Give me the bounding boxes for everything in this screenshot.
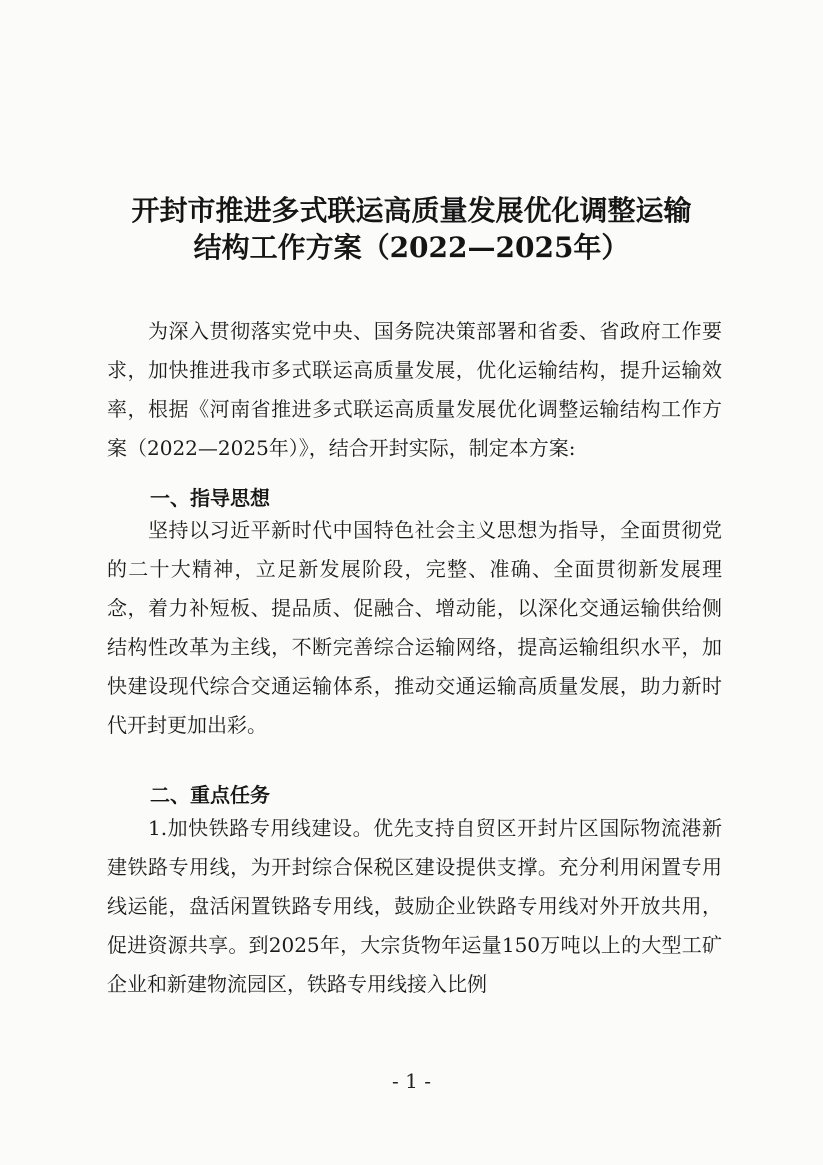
document-title-line-2: 结构工作方案（2022—2025年）	[193, 231, 630, 264]
intro-paragraph: 为深入贯彻落实党中央、国务院决策部署和省委、省政府工作要求，加快推进我市多式联运高质量发展，优化运输结构，提升运输效率，根据《河南省推进多式联运高质量发展优化调整运输结构工作方案（2022—2025年）》，结合开封实际，制定本方案:	[107, 319, 722, 460]
section-heading-guiding-ideology: 一、指导思想	[150, 486, 270, 510]
section-paragraph-guiding-ideology: 坚持以习近平新时代中国特色社会主义思想为指导，全面贯彻党的二十大精神，立足新发展阶段，完整、准确、全面贯彻新发展理念，着力补短板、提品质、促融合、增动能，以深化交通运输供给侧结构性改革为主线，不断完善综合运输网络，提高运输组织水平，加快建设现代综合交通运输体系，推动交通运输高质量发展，助力新时代开封更加出彩。	[107, 518, 722, 737]
page-number: - 1 -	[392, 1069, 431, 1093]
document-title-line-1: 开封市推进多式联运高质量发展优化调整运输	[131, 194, 692, 227]
section-heading-key-tasks: 二、重点任务	[150, 783, 270, 807]
section-paragraph-key-tasks: 1.加快铁路专用线建设。优先支持自贸区开封片区国际物流港新建铁路专用线，为开封综合保税区建设提供支撑。充分利用闲置专用线运能，盘活闲置铁路专用线，鼓励企业铁路专用线对外开放共用，促进资源共享。到2025年，大宗货物年运量150万吨以上的大型工矿企业和新建物流园区，铁路专用线接入比例	[107, 816, 722, 996]
